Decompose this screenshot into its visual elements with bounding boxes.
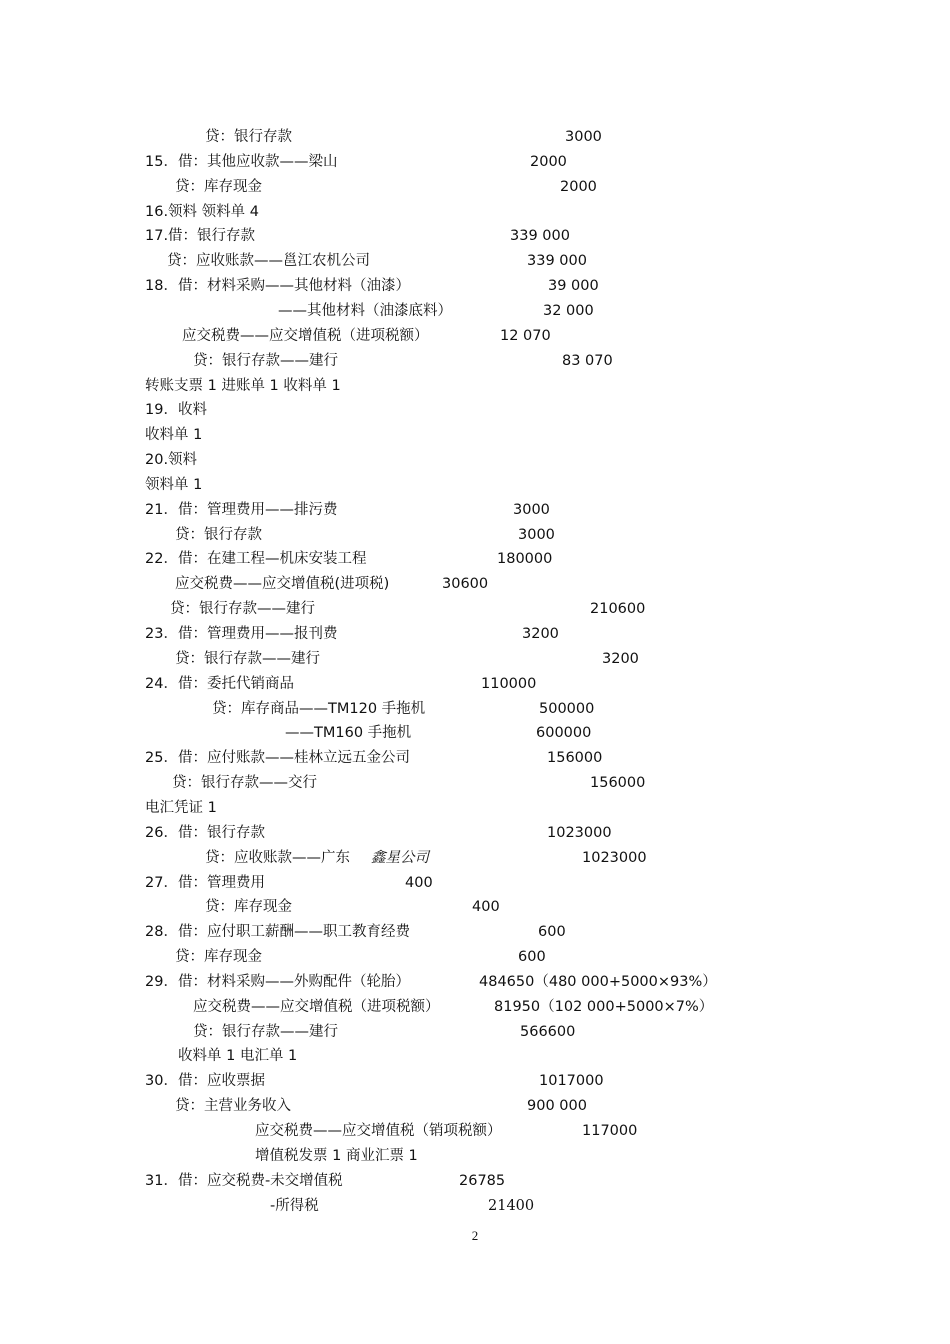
entry-text: 贷：银行存款 <box>205 129 292 145</box>
entry-amount: 3000 <box>518 526 555 543</box>
ledger-line <box>0 125 950 150</box>
entry-text: 贷：主营业务收入 <box>175 1098 291 1115</box>
entry-amount: 900 000 <box>527 1098 587 1115</box>
entry-amount: 83 070 <box>562 352 613 369</box>
ledger-line <box>0 920 950 945</box>
ledger-line <box>0 299 950 324</box>
entry-text: 26．借：银行存款 <box>145 824 265 841</box>
ledger-line <box>0 200 950 225</box>
ledger-line <box>0 895 950 920</box>
entry-text: 应交税费——应交增值税（进项税额） <box>182 327 429 344</box>
entry-amount: 1023000 <box>582 849 647 866</box>
entry-amount: 156000 <box>547 750 603 767</box>
ledger-line <box>0 945 950 970</box>
entry-text: 25．借：应付账款——桂林立远五金公司 <box>145 750 410 767</box>
ledger-line <box>0 1119 950 1144</box>
entry-text: 23．借：管理费用——报刊费 <box>145 626 338 642</box>
entry-amount: 600 <box>538 924 566 941</box>
ledger-line <box>0 871 950 896</box>
entry-amount: 600000 <box>536 725 592 742</box>
ledger-line <box>0 572 950 597</box>
entry-text: 转账支票 1 进账单 1 收料单 1 <box>145 377 341 394</box>
entry-amount: 81950（102 000+5000×7%） <box>494 998 714 1015</box>
ledger-line <box>0 647 950 672</box>
ledger-line <box>0 622 950 647</box>
entry-text: 贷：应收账款——邕江农机公司 <box>167 253 370 270</box>
entry-amount: 32 000 <box>543 302 594 319</box>
entry-text: 28．借：应付职工薪酬——职工教育经费 <box>145 924 410 941</box>
ledger-line <box>0 796 950 821</box>
entry-text: 贷：银行存款 <box>175 526 262 543</box>
entry-amount: 12 070 <box>500 327 551 344</box>
entry-text: 31．借：应交税费-未交增值税 <box>145 1172 343 1189</box>
entry-amount: 1017000 <box>539 1073 604 1090</box>
ledger-line <box>0 547 950 572</box>
ledger-line <box>0 398 950 423</box>
entry-text: 收料单 1 电汇单 1 <box>178 1048 298 1065</box>
ledger-line <box>0 821 950 846</box>
page-number: 2 <box>471 1228 479 1243</box>
ledger-line <box>0 324 950 349</box>
entry-text: 收料单 1 <box>145 427 203 444</box>
entry-text: 贷：应收账款——广东 <box>205 849 350 866</box>
ledger-line <box>0 746 950 771</box>
ledger-line <box>0 274 950 299</box>
ledger-line <box>0 597 950 622</box>
entry-amount: 156000 <box>590 775 646 792</box>
entry-amount: 2000 <box>530 153 567 170</box>
ledger-line <box>0 1069 950 1094</box>
ledger-line <box>0 523 950 548</box>
entry-text: 贷：银行存款——建行 <box>193 352 338 369</box>
ledger-line <box>0 448 950 473</box>
entry-amount: 210600 <box>590 601 646 618</box>
entry-amount: 484650（480 000+5000×93%） <box>479 973 717 990</box>
entry-text: 贷：银行存款——建行 <box>193 1023 338 1040</box>
entry-text: 领料单 1 <box>145 476 203 493</box>
entry-amount: 110000 <box>481 675 537 692</box>
entry-amount: 339 000 <box>510 228 570 245</box>
entry-text: 22．借：在建工程—机床安装工程 <box>145 551 367 568</box>
ledger-line <box>0 1094 950 1119</box>
entry-amount: 339 000 <box>527 253 587 270</box>
entry-text: 应交税费——应交增值税（销项税额） <box>255 1123 502 1139</box>
entry-amount: 2000 <box>560 178 597 195</box>
ledger-line <box>0 697 950 722</box>
entry-text: 贷：库存商品——TM120 手拖机 <box>212 700 426 717</box>
entry-amount: 500000 <box>539 700 595 717</box>
entry-text: 17.借：银行存款 <box>145 228 256 245</box>
entry-text: 18．借：材料采购——其他材料（油漆） <box>145 278 410 295</box>
entry-text: 16.领料 领料单 4 <box>145 203 260 220</box>
entry-text: 电汇凭证 1 <box>145 799 217 816</box>
entry-text: 20.领料 <box>145 452 198 469</box>
entry-text: 应交税费——应交增值税(进项税) <box>175 576 390 593</box>
ledger-line <box>0 150 950 175</box>
ledger-line <box>0 498 950 523</box>
entry-text: 贷：银行存款——建行 <box>175 650 320 667</box>
entry-text: 15．借：其他应收款——梁山 <box>145 153 338 170</box>
entry-text: -所得税 <box>270 1197 319 1214</box>
entry-amount: 400 <box>405 874 433 891</box>
ledger-line <box>0 1169 950 1194</box>
entry-amount: 26785 <box>459 1172 506 1189</box>
ledger-line <box>0 995 950 1020</box>
entry-amount: 21400 <box>488 1197 535 1214</box>
entry-text: 21．借：管理费用——排污费 <box>145 501 338 518</box>
entry-amount: 30600 <box>442 576 489 593</box>
entry-text: 贷：银行存款——建行 <box>170 601 315 618</box>
ledger-line <box>0 1020 950 1045</box>
ledger-line <box>0 249 950 274</box>
entry-amount: 566600 <box>520 1023 576 1040</box>
ledger-line <box>0 473 950 498</box>
entry-text: 27．借：管理费用 <box>145 874 265 891</box>
entry-amount: 600 <box>518 949 546 966</box>
ledger-line <box>0 970 950 995</box>
entry-text: ——TM160 手拖机 <box>285 725 412 742</box>
ledger-line <box>0 721 950 746</box>
ledger-line <box>0 1144 950 1169</box>
entry-text: 应交税费——应交增值税（进项税额） <box>193 998 440 1015</box>
ledger-line <box>0 374 950 399</box>
ledger-line <box>0 846 950 871</box>
entry-text: 30．借：应收票据 <box>145 1073 265 1090</box>
ledger-line <box>0 1194 950 1219</box>
entry-text: 贷：库存现金 <box>175 178 262 195</box>
entry-amount: 3000 <box>565 129 602 145</box>
ledger-line <box>0 224 950 249</box>
entry-text: 19．收料 <box>145 402 207 419</box>
entry-amount: 180000 <box>497 551 553 568</box>
entry-amount: 1023000 <box>547 824 612 841</box>
ledger-line <box>0 771 950 796</box>
entry-text: 29．借：材料采购——外购配件（轮胎） <box>145 973 410 990</box>
entry-text: 增值税发票 1 商业汇票 1 <box>255 1147 418 1164</box>
entry-text: 24．借：委托代销商品 <box>145 675 294 692</box>
ledger-line <box>0 672 950 697</box>
ledger-line <box>0 423 950 448</box>
entry-text: 贷：银行存款——交行 <box>172 775 317 792</box>
entry-amount: 3200 <box>602 650 639 667</box>
entry-text: 贷：库存现金 <box>175 949 262 966</box>
ledger-line <box>0 1044 950 1069</box>
entry-amount: 鑫星公司 <box>371 849 429 866</box>
entry-amount: 3200 <box>522 626 559 642</box>
ledger-line <box>0 349 950 374</box>
ledger-line <box>0 175 950 200</box>
entry-amount: 400 <box>472 899 500 916</box>
entry-amount: 39 000 <box>548 278 599 295</box>
entry-text: ——其他材料（油漆底料） <box>278 302 452 319</box>
entry-amount: 117000 <box>582 1123 638 1139</box>
entry-amount: 3000 <box>513 501 550 518</box>
entry-text: 贷：库存现金 <box>205 899 292 916</box>
